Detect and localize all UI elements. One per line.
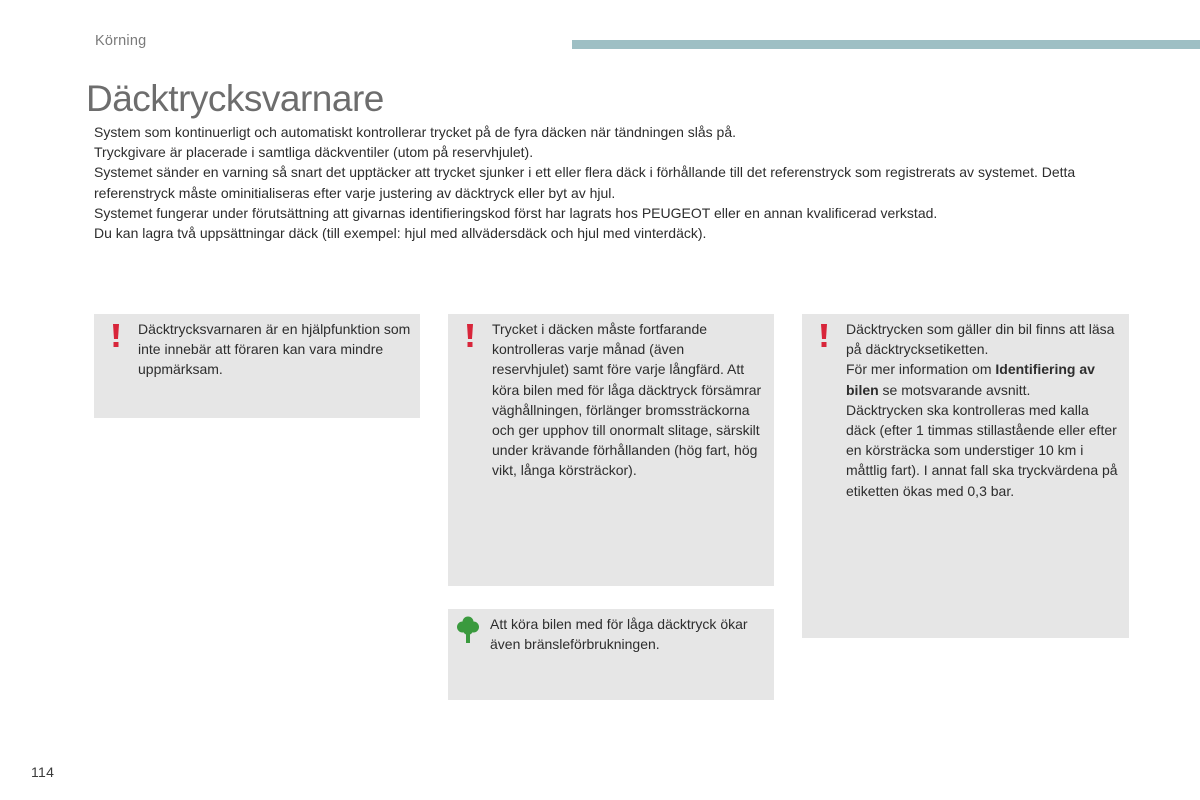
intro-text bbox=[94, 122, 1104, 243]
note-box-assist bbox=[94, 314, 420, 418]
page-number: 114 bbox=[31, 764, 55, 780]
note-box-tyre-label bbox=[802, 314, 1129, 638]
warning-exclamation-icon bbox=[110, 322, 122, 350]
reference-identifiering[interactable]: Identifiering av bilen bbox=[846, 361, 1095, 398]
note-text-after: se motsvarande avsnitt. bbox=[878, 381, 1031, 398]
intro-paragraph: System som kontinuerligt och automatiskt kontrollerar trycket på de fyra däcken när tändningen slås på. bbox=[94, 124, 736, 140]
header-bar bbox=[572, 40, 1200, 49]
warning-exclamation-icon bbox=[464, 322, 476, 350]
note-text: Däcktrycken som gäller din bil finns att läsa på däcktrycksetiketten. bbox=[846, 321, 1115, 358]
note-box-fuel-consumption bbox=[448, 609, 774, 700]
intro-paragraph: Tryckgivare är placerade i samtliga däckventiler (utom på reservhjulet). bbox=[94, 144, 534, 161]
note-box-pressure-check bbox=[448, 314, 774, 586]
page-title: Däcktrycksvarnare bbox=[86, 78, 384, 119]
note-text-with-link bbox=[846, 359, 1118, 399]
note-text-before: För mer information om bbox=[846, 361, 996, 378]
section-label: Körning bbox=[95, 33, 147, 49]
intro-paragraph: Du kan lagra två uppsättningar däck (till exempel: hjul med allvädersdäck och hjul med vinterdäck). bbox=[94, 225, 707, 242]
warning-exclamation-icon bbox=[818, 322, 830, 350]
note-text: Däcktrycken ska kontrolleras med kalla däck (efter 1 timmas stillastående eller efter en körsträcka som understiger 10 km i måttlig fart). I annat fall ska tryckvärdena på etiketten ökas med 0,3 bar. bbox=[846, 401, 1118, 499]
note-text: Däcktrycksvarnaren är en hjälpfunktion som inte innebär att föraren kan vara mindre uppmärksam. bbox=[138, 321, 411, 378]
intro-paragraph: Systemet fungerar under förutsättning att givarnas identifieringskod först har lagrats hos PEUGEOT eller en annan kvalificerad verkstad. bbox=[94, 204, 938, 221]
intro-paragraph: Systemet sänder en varning så snart det upptäcker att trycket sjunker i ett eller flera däck i förhållande till det referenstryck som registrerats av systemet. Detta referenstryck måste ominitialiseras efter varje justering av däcktryck eller byt av hjul. bbox=[94, 164, 1076, 201]
eco-tree-icon bbox=[457, 616, 479, 644]
note-text: Trycket i däcken måste fortfarande kontrolleras varje månad (även reservhjulet) samt före varje långfärd. Att köra bilen med för låga däcktryck försämrar väghållningen, förlänger bromssträckorna och ger upphov till onormalt slitage, särskilt under krävande förhållanden (hög fart, hög vikt, långa körsträckor). bbox=[492, 321, 762, 479]
note-text: Att köra bilen med för låga däcktryck ökar även bränsleförbrukningen. bbox=[490, 616, 748, 653]
